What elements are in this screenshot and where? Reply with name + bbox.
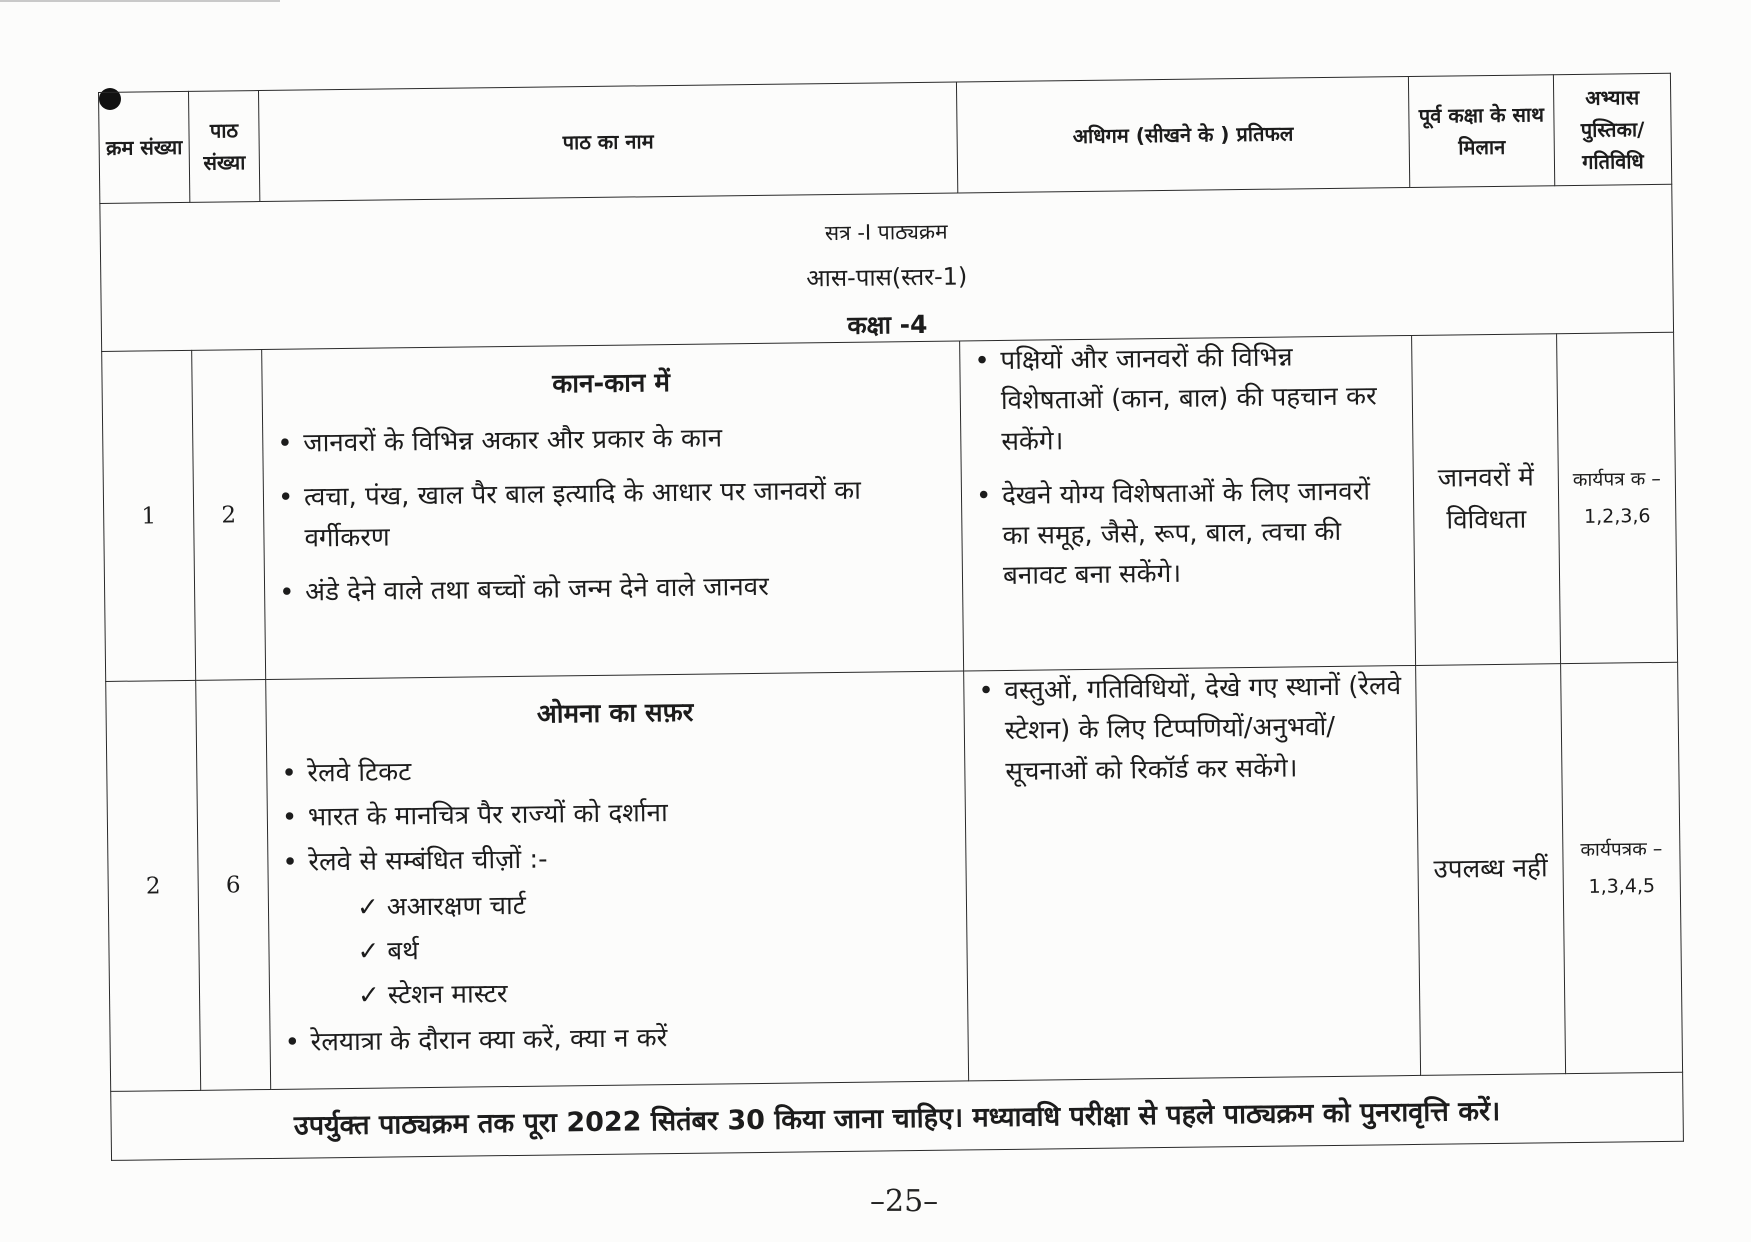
top-edge-line [0, 0, 280, 2]
check-icon: ✓ [357, 980, 381, 1012]
sub-list-item [357, 923, 956, 975]
lesson-no-cell: 2 [192, 350, 266, 681]
outcomes-cell [960, 335, 1416, 670]
list-item: • भारत के मानचित्र पैर राज्यों को दर्शाना [308, 790, 955, 838]
table-row [106, 662, 1683, 1091]
list-item: • अंडे देने वाले तथा बच्चों को जन्म देने वाले जानवर [305, 564, 952, 612]
sub-item-text: बर्थ [387, 936, 419, 967]
sub-item-text: स्टेशन मास्टर [387, 979, 508, 1011]
list-item: • वस्तुओं, गतिविधियों, देखे गए स्थानों (रेलवे स्टेशन) के लिए टिप्पणियों/अनुभवों/सूचनाओं को रिकॉर्ड कर सकेंगे। [1004, 666, 1406, 792]
col-serial: क्रम संख्या [99, 91, 190, 203]
list-item-text: रेलवे से सम्बंधित चीज़ों :- [308, 844, 548, 878]
table-row [102, 332, 1678, 681]
lesson-points [263, 415, 962, 613]
outcomes-cell [964, 665, 1421, 1080]
lesson-points [267, 745, 968, 1063]
list-item: • पक्षियों और जानवरों की विभिन्न विशेषताओं (कान, बाल) की पहचान कर सकेंगे। [1000, 336, 1402, 462]
list-item: • जानवरों के विभिन्न अकार और प्रकार के कान [303, 416, 950, 464]
syllabus-sheet [98, 73, 1663, 1204]
prior-link-cell: उपलब्ध नहीं [1416, 664, 1566, 1076]
list-item: • रेलयात्रा के दौरान क्या करें, क्या न करें [310, 1015, 957, 1063]
list-item [308, 834, 957, 1019]
syllabus-table [98, 73, 1684, 1161]
col-activity: अभ्यास पुस्तिका/ गतिविधि [1553, 73, 1671, 185]
list-item: • देखने योग्य विशेषताओं के लिए जानवरों का समूह, जैसे, रूप, बाल, त्वचा की बनावट बना सकेंगे। [1002, 471, 1404, 597]
lesson-title: कान-कान में [552, 368, 671, 400]
page-number: –25– [870, 1184, 939, 1219]
col-lesson-no: पाठ संख्या [188, 91, 259, 203]
lesson-name-cell [266, 671, 969, 1089]
class-title: कक्षा -4 [847, 309, 928, 340]
outcome-points [960, 336, 1414, 597]
sub-item-text: अआरक्षण चार्ट [386, 890, 527, 923]
sub-points [357, 878, 958, 1018]
session-title: सत्र -I पाठ्यक्रम [824, 219, 948, 246]
subject-title: आस-पास(स्तर-1) [806, 262, 968, 293]
activity-cell: कार्यपत्रक – 1,3,4,5 [1561, 662, 1683, 1073]
col-prior-link: पूर्व कक्षा के साथ मिलान [1408, 75, 1554, 188]
header-row [99, 73, 1672, 203]
col-outcomes: अधिगम (सीखने के ) प्रतिफल [956, 76, 1409, 193]
lesson-no-cell: 6 [196, 679, 271, 1090]
serial-cell: 2 [106, 680, 201, 1091]
check-icon: ✓ [357, 936, 380, 967]
list-item: • रेलवे टिकट [307, 746, 954, 794]
col-lesson-name: पाठ का नाम [258, 82, 957, 202]
sub-list-item [358, 967, 957, 1019]
table-title [100, 184, 1674, 351]
check-icon: ✓ [356, 892, 379, 923]
serial-cell: 1 [102, 350, 196, 681]
completion-note: उपर्युक्त पाठ्यक्रम तक पूरा 2022 सितंबर 30 किया जाना चाहिए। मध्यावधि परीक्षा से पहले पाठ्यक्रम को पुनरावृत्ति करें। [111, 1072, 1684, 1160]
prior-link-cell: जानवरों में विविधता [1412, 334, 1561, 666]
list-item: • त्वचा, पंख, खाल पैर बाल इत्यादि के आधार पर जानवरों का वर्गीकरण [304, 470, 952, 558]
outcome-points [964, 666, 1416, 792]
lesson-title: ओमना का सफ़र [536, 697, 694, 730]
lesson-name-cell [262, 341, 964, 680]
activity-cell: कार्यपत्र क – 1,2,3,6 [1557, 332, 1678, 663]
sub-list-item [357, 878, 956, 930]
